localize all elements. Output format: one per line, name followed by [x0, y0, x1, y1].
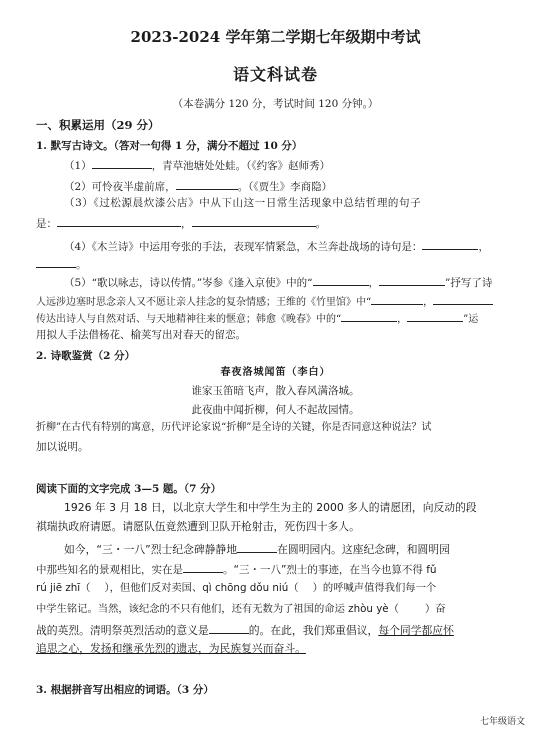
q1-item-5-line4: 用拟人手法借杨花、榆荚写出对春天的留恋。	[36, 329, 246, 341]
answer-blank[interactable]	[176, 178, 238, 190]
q1-item-5-line2: 人远涉边塞时思念亲人又不愿让亲人挂念的复杂情感；王维的《竹里馆》中“ ，	[36, 293, 493, 310]
answer-blank[interactable]	[36, 256, 76, 268]
question-1-title: 1. 默写古诗文。（答对一句得 1 分，满分不超过 10 分）	[36, 140, 303, 152]
answer-blank[interactable]	[192, 215, 316, 227]
q2-question-line-2: 加以说明。	[36, 441, 89, 453]
q1-item-1: （1） ，青草池塘处处蛙。（《约客》赵师秀）	[64, 157, 330, 173]
exam-subtitle: 语文科试卷	[232, 65, 318, 84]
q1-item-5: （5）“歌以咏志，诗以传情。”岑参《逢入京使》中的“ ， ”抒写了诗	[64, 274, 492, 290]
poem-line-1: 谁家玉笛暗飞声，散入春风满洛城。	[191, 385, 360, 397]
answer-blank[interactable]	[237, 541, 277, 553]
reading-intro: 阅读下面的文字完成 3—5 题。（7 分）	[36, 483, 222, 495]
poem-title: 春夜洛城闻笛（李白）	[220, 367, 331, 378]
reading-p1-line2: 祺瑞执政府请愿。请愿队伍竟然遭到卫队开枪射击，死伤四十多人。	[36, 520, 360, 533]
q1-item-4-cont: 。	[36, 256, 87, 272]
answer-blank[interactable]	[379, 274, 445, 286]
section-heading: 一、积累运用（29 分）	[36, 118, 160, 132]
q1-item-3: （3）《过松源晨炊漆公店》中从下山这一日常生活现象中总结哲理的句子	[64, 197, 422, 209]
answer-blank[interactable]	[209, 622, 249, 634]
page-footer: 七年级语文	[479, 717, 525, 727]
q1-item-5-line3: 传达出诗人与自然对话、与天地精神往来的惬意；韩愈《晚春》中的“ ， ”运	[36, 310, 478, 327]
reading-p2-line2: 中那些知名的景观相比，实在是 。“三・一八”烈士的事迹，在当今也算不得 fǔ	[36, 561, 437, 577]
answer-blank[interactable]	[313, 274, 369, 286]
exam-note: （本卷满分 120 分，考试时间 120 分钟。）	[172, 98, 379, 110]
answer-blank[interactable]	[407, 310, 463, 322]
question-3-title: 3. 根据拼音写出相应的词语。（3 分）	[36, 684, 214, 696]
answer-blank[interactable]	[433, 293, 493, 305]
poem-line-2: 此夜曲中闻折柳，何人不起故园情。	[191, 404, 360, 416]
answer-blank[interactable]	[371, 293, 423, 305]
reading-p2-line4: 中学生铭记。当然，该纪念的不只有他们，还有无数为了祖国的命运 zhòu yè（ ）奋	[36, 603, 446, 615]
answer-blank[interactable]	[57, 215, 181, 227]
reading-p2-line1: 如今，“三・一八”烈士纪念碑静静地 在圆明园内。这座纪念碑，和圆明园	[64, 543, 450, 556]
reading-p1-line1: 1926 年 3 月 18 日，以北京大学生和中学生为主的 2000 多人的请愿团，向反动的段	[64, 501, 477, 514]
q1-item-4: （4）《木兰诗》中运用夸张的手法，表现军情紧急，木兰奔赴战场的诗句是： ，	[64, 238, 489, 254]
reading-p2-line5: 战的英烈。清明祭英烈活动的意义是 的。在此，我们郑重倡议，每个同学都应怀	[36, 624, 454, 637]
question-2-title: 2. 诗歌鉴赏（2 分）	[36, 350, 136, 362]
answer-blank[interactable]	[183, 561, 223, 573]
q1-item-3-answer: 是： ， 。	[36, 215, 326, 231]
exam-title: 2023-2024 学年第二学期七年级期中考试	[130, 28, 421, 46]
answer-blank[interactable]	[341, 310, 397, 322]
underlined-sentence: 每个同学都应怀	[378, 624, 454, 637]
q2-question-line-1: 折柳”在古代有特别的寓意，历代评论家说“折柳”是全诗的关键，你是否同意这种说法？试	[36, 422, 432, 433]
answer-blank[interactable]	[92, 157, 152, 169]
answer-blank[interactable]	[422, 238, 478, 250]
reading-p2-line3: rú jiē zhī（ ），但他们反对卖国、qì chōng dǒu niú（ ）的呼喊声值得我们每一个	[36, 582, 437, 594]
reading-p2-line6: 追思之心，发扬和继承先烈的遗志，为民族复兴而奋斗。	[36, 642, 306, 655]
q1-item-2: （2）可怜夜半虚前席， 。（《贾生》李商隐）	[64, 178, 332, 194]
